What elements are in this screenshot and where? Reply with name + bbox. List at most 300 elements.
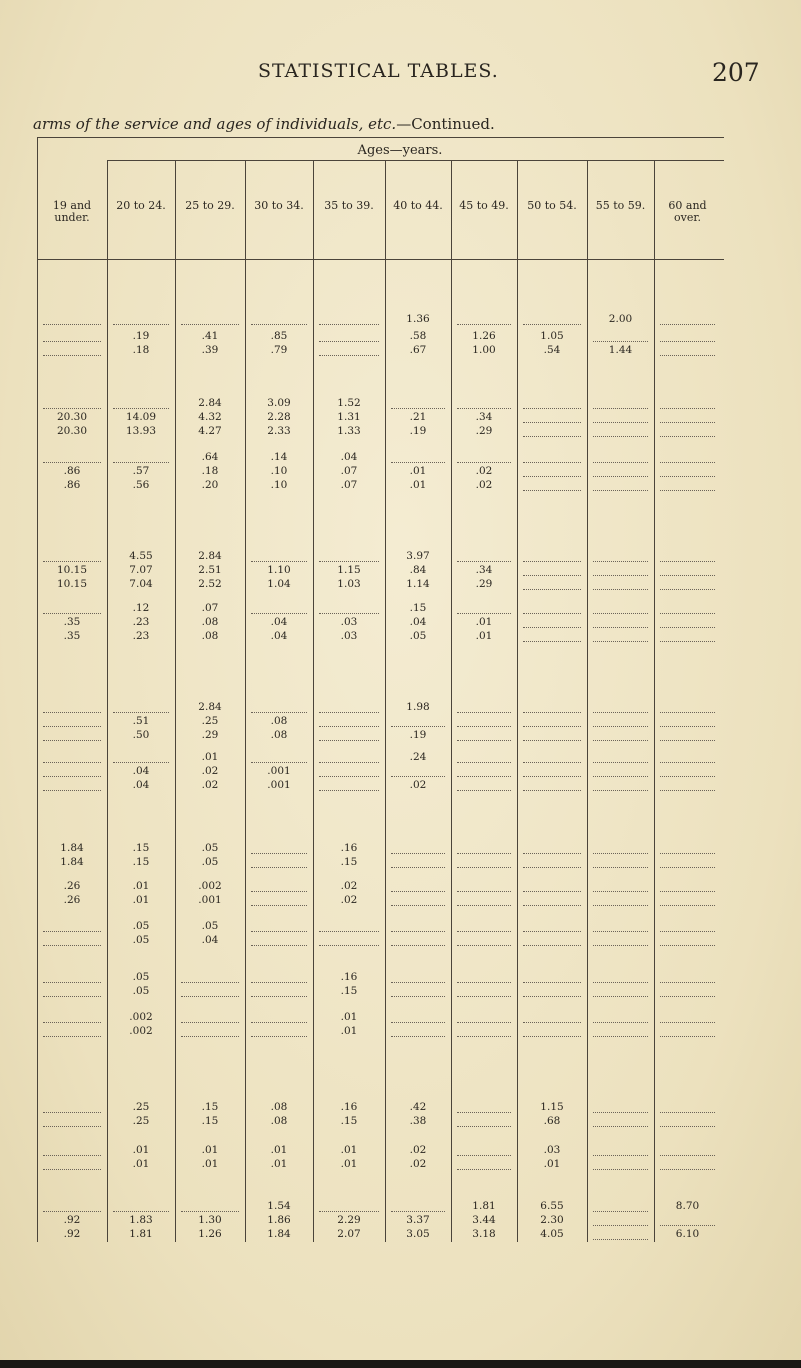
- table-cell: 2.51: [198, 564, 222, 576]
- leader-dots: [660, 1022, 715, 1024]
- leader-dots: [251, 613, 307, 615]
- leader-dots: [593, 945, 648, 947]
- leader-dots: [319, 762, 379, 764]
- leader-dots: [593, 905, 648, 907]
- table-cell: .03: [340, 630, 358, 642]
- table-cell: .39: [201, 344, 219, 356]
- leader-dots: [43, 1169, 101, 1171]
- table-cell: .34: [475, 564, 493, 576]
- leader-dots: [593, 762, 648, 764]
- leader-dots: [391, 853, 445, 855]
- leader-dots: [523, 853, 581, 855]
- table-cell: .05: [409, 630, 427, 642]
- table-cell: 10.15: [56, 578, 88, 590]
- table-cell: 1.15: [540, 1101, 564, 1113]
- leader-dots: [660, 712, 715, 714]
- caption-continued: —Continued.: [396, 115, 495, 133]
- column-header: 60 and over.: [668, 199, 707, 224]
- table-cell: .15: [340, 856, 358, 868]
- leader-dots: [457, 931, 511, 933]
- table-cell: .07: [340, 479, 358, 491]
- leader-dots: [593, 1126, 648, 1128]
- table-cell: .84: [409, 564, 427, 576]
- leader-dots: [523, 712, 581, 714]
- header-bottom-rule: [37, 259, 724, 260]
- leader-dots: [251, 561, 307, 563]
- leader-dots: [391, 996, 445, 998]
- leader-dots: [593, 1036, 648, 1038]
- leader-dots: [593, 982, 648, 984]
- leader-dots: [660, 324, 715, 326]
- table-cell: .20: [201, 479, 219, 491]
- table-cell: .35: [63, 616, 81, 628]
- leader-dots: [181, 1036, 239, 1038]
- table-cell: .01: [409, 465, 427, 477]
- leader-dots: [457, 1155, 511, 1157]
- table-cell: .08: [270, 1115, 288, 1127]
- column-header: 45 to 49.: [459, 199, 509, 212]
- table-cell: 2.84: [198, 701, 222, 713]
- table-cell: .02: [409, 779, 427, 791]
- table-cell: 1.10: [267, 564, 291, 576]
- leader-dots: [251, 1022, 307, 1024]
- leader-dots: [391, 726, 445, 728]
- leader-dots: [113, 462, 169, 464]
- column-header: 35 to 39.: [324, 199, 374, 212]
- leader-dots: [457, 712, 511, 714]
- table-cell: .04: [409, 616, 427, 628]
- table-cell: .15: [132, 856, 150, 868]
- table-cell: .19: [409, 425, 427, 437]
- table-cell: 2.30: [540, 1214, 564, 1226]
- leader-dots: [660, 762, 715, 764]
- leader-dots: [43, 945, 101, 947]
- table-cell: .86: [63, 479, 81, 491]
- leader-dots: [660, 341, 715, 343]
- table-cell: .01: [543, 1158, 561, 1170]
- table-cell: .04: [270, 630, 288, 642]
- leader-dots: [523, 726, 581, 728]
- leader-dots: [251, 324, 307, 326]
- table-cell: .15: [340, 985, 358, 997]
- table-cell: .05: [132, 920, 150, 932]
- leader-dots: [593, 740, 648, 742]
- table-cell: 2.07: [337, 1228, 361, 1240]
- leader-dots: [593, 476, 648, 478]
- leader-dots: [523, 641, 581, 643]
- leader-dots: [523, 436, 581, 438]
- table-cell: .41: [201, 330, 219, 342]
- table-cell: 7.07: [129, 564, 153, 576]
- table-cell: .01: [340, 1144, 358, 1156]
- table-cell: .02: [475, 479, 493, 491]
- table-cell: .51: [132, 715, 150, 727]
- table-cell: .05: [132, 971, 150, 983]
- leader-dots: [457, 561, 511, 563]
- table-cell: .04: [132, 779, 150, 791]
- table-cell: 1.03: [337, 578, 361, 590]
- leader-dots: [319, 712, 379, 714]
- leader-dots: [251, 982, 307, 984]
- leader-dots: [391, 1211, 445, 1213]
- leader-dots: [181, 324, 239, 326]
- leader-dots: [660, 613, 715, 615]
- table-cell: 1.84: [267, 1228, 291, 1240]
- table-cell: .50: [132, 729, 150, 741]
- table-cell: .16: [340, 971, 358, 983]
- leader-dots: [660, 790, 715, 792]
- table-cell: 2.29: [337, 1214, 361, 1226]
- table-cell: 1.00: [472, 344, 496, 356]
- leader-dots: [391, 776, 445, 778]
- table-cell: .18: [201, 465, 219, 477]
- leader-dots: [113, 324, 169, 326]
- leader-dots: [593, 422, 648, 424]
- leader-dots: [660, 1112, 715, 1114]
- table-cell: .79: [270, 344, 288, 356]
- leader-dots: [523, 945, 581, 947]
- table-cell: 1.31: [337, 411, 361, 423]
- leader-dots: [181, 1022, 239, 1024]
- leader-dots: [43, 1155, 101, 1157]
- leader-dots: [523, 982, 581, 984]
- leader-dots: [593, 891, 648, 893]
- table-cell: 1.54: [267, 1200, 291, 1212]
- leader-dots: [457, 740, 511, 742]
- table-cell: 2.00: [608, 313, 633, 325]
- table-cell: .15: [409, 602, 427, 614]
- column-header: 30 to 34.: [254, 199, 304, 212]
- leader-dots: [660, 1036, 715, 1038]
- table-cell: .02: [475, 465, 493, 477]
- leader-dots: [457, 891, 511, 893]
- leader-dots: [593, 561, 648, 563]
- table-cell: .86: [63, 465, 81, 477]
- leader-dots: [43, 1036, 101, 1038]
- leader-dots: [391, 867, 445, 869]
- leader-dots: [593, 1169, 648, 1171]
- table-cell: 1.36: [406, 313, 430, 325]
- leader-dots: [660, 945, 715, 947]
- leader-dots: [523, 324, 581, 326]
- leader-dots: [523, 1022, 581, 1024]
- leader-dots: [181, 1211, 239, 1213]
- leader-dots: [660, 641, 715, 643]
- table-cell: .03: [340, 616, 358, 628]
- table-cell: .10: [270, 479, 288, 491]
- table-cell: .29: [475, 425, 493, 437]
- leader-dots: [113, 408, 169, 410]
- leader-dots: [593, 408, 648, 410]
- leader-dots: [523, 422, 581, 424]
- table-cell: .05: [201, 856, 219, 868]
- leader-dots: [43, 1211, 101, 1213]
- leader-dots: [319, 613, 379, 615]
- leader-dots: [457, 408, 511, 410]
- leader-dots: [391, 408, 445, 410]
- leader-dots: [391, 891, 445, 893]
- leader-dots: [391, 931, 445, 933]
- leader-dots: [251, 905, 307, 907]
- table-cell: .57: [132, 465, 150, 477]
- leader-dots: [457, 1112, 511, 1114]
- table-cell: 3.37: [406, 1214, 430, 1226]
- leader-dots: [43, 996, 101, 998]
- table-cell: .02: [409, 1144, 427, 1156]
- table-cell: .54: [543, 344, 561, 356]
- leader-dots: [593, 575, 648, 577]
- leader-dots: [523, 613, 581, 615]
- table-cell: 10.15: [56, 564, 88, 576]
- leader-dots: [251, 945, 307, 947]
- leader-dots: [43, 762, 101, 764]
- column-rule: [654, 160, 655, 1242]
- leader-dots: [43, 1126, 101, 1128]
- leader-dots: [660, 982, 715, 984]
- table-cell: .29: [475, 578, 493, 590]
- table-cell: .08: [201, 630, 219, 642]
- leader-dots: [251, 996, 307, 998]
- leader-dots: [660, 561, 715, 563]
- leader-dots: [593, 641, 648, 643]
- leader-dots: [660, 355, 715, 357]
- table-cell: .01: [340, 1158, 358, 1170]
- leader-dots: [660, 891, 715, 893]
- leader-dots: [319, 561, 379, 563]
- leader-dots: [660, 575, 715, 577]
- column-header: 50 to 54.: [527, 199, 577, 212]
- leader-dots: [391, 1022, 445, 1024]
- leader-dots: [457, 1036, 511, 1038]
- leader-dots: [43, 982, 101, 984]
- column-rule: [313, 160, 314, 1242]
- table-cell: 6.10: [675, 1228, 700, 1240]
- table-cell: .23: [132, 630, 150, 642]
- table-cell: .25: [132, 1101, 150, 1113]
- leader-dots: [391, 945, 445, 947]
- leader-dots: [660, 490, 715, 492]
- leader-dots: [391, 982, 445, 984]
- leader-dots: [181, 982, 239, 984]
- leader-dots: [593, 853, 648, 855]
- leader-dots: [457, 613, 511, 615]
- leader-dots: [457, 726, 511, 728]
- table-cell: .34: [475, 411, 493, 423]
- leader-dots: [523, 996, 581, 998]
- leader-dots: [523, 561, 581, 563]
- leader-dots: [181, 996, 239, 998]
- table-cell: 2.33: [267, 425, 291, 437]
- table-cell: .01: [132, 894, 150, 906]
- table-cell: 1.83: [129, 1214, 153, 1226]
- table-cell: 2.52: [198, 578, 222, 590]
- table-cell: 8.70: [675, 1200, 700, 1212]
- table-cell: 7.04: [129, 578, 153, 590]
- table-cell: 3.18: [472, 1228, 496, 1240]
- leader-dots: [660, 627, 715, 629]
- table-cell: 1.15: [337, 564, 361, 576]
- table-cell: .01: [475, 616, 493, 628]
- leader-dots: [593, 627, 648, 629]
- leader-dots: [43, 561, 101, 563]
- table-cell: .24: [409, 751, 427, 763]
- leader-dots: [660, 996, 715, 998]
- table-cell: .05: [132, 934, 150, 946]
- leader-dots: [593, 1211, 648, 1213]
- table-cell: .92: [63, 1228, 81, 1240]
- table-cell: 1.52: [337, 397, 361, 409]
- leader-dots: [319, 324, 379, 326]
- leader-dots: [43, 355, 101, 357]
- table-cell: .18: [132, 344, 150, 356]
- table-cell: 13.93: [125, 425, 157, 437]
- leader-dots: [457, 905, 511, 907]
- leader-dots: [251, 1036, 307, 1038]
- table-cell: 6.55: [540, 1200, 564, 1212]
- leader-dots: [593, 867, 648, 869]
- table-cell: .92: [63, 1214, 81, 1226]
- table-cell: .01: [132, 1158, 150, 1170]
- leader-dots: [319, 945, 379, 947]
- column-header: 40 to 44.: [393, 199, 443, 212]
- leader-dots: [523, 462, 581, 464]
- table-cell: .08: [201, 616, 219, 628]
- table-cell: 2.28: [267, 411, 291, 423]
- leader-dots: [43, 613, 101, 615]
- table-cell: .001: [198, 894, 222, 906]
- table-cell: 1.04: [267, 578, 291, 590]
- table-cell: 1.14: [406, 578, 430, 590]
- table-cell: .001: [267, 765, 291, 777]
- leader-dots: [523, 867, 581, 869]
- leader-dots: [251, 712, 307, 714]
- column-rule: [451, 160, 452, 1242]
- leader-dots: [251, 931, 307, 933]
- leader-dots: [660, 436, 715, 438]
- table-cell: 1.26: [472, 330, 496, 342]
- leader-dots: [391, 462, 445, 464]
- leader-dots: [523, 476, 581, 478]
- table-cell: .01: [201, 1158, 219, 1170]
- ages-underline: [107, 160, 724, 161]
- leader-dots: [660, 726, 715, 728]
- table-cell: .58: [409, 330, 427, 342]
- table-cell: .01: [201, 1144, 219, 1156]
- table-cell: 3.05: [406, 1228, 430, 1240]
- leader-dots: [319, 740, 379, 742]
- table-cell: 20.30: [56, 425, 88, 437]
- table-cell: .35: [63, 630, 81, 642]
- leader-dots: [593, 1112, 648, 1114]
- leader-dots: [251, 891, 307, 893]
- leader-dots: [319, 1211, 379, 1213]
- table-cell: .01: [270, 1158, 288, 1170]
- table-cell: .12: [132, 602, 150, 614]
- leader-dots: [457, 462, 511, 464]
- table-cell: .67: [409, 344, 427, 356]
- table-cell: .15: [340, 1115, 358, 1127]
- leader-dots: [593, 1239, 648, 1241]
- table-cell: .08: [270, 1101, 288, 1113]
- table-cell: .23: [132, 616, 150, 628]
- leader-dots: [457, 762, 511, 764]
- leader-dots: [660, 422, 715, 424]
- leader-dots: [660, 1225, 715, 1227]
- leader-dots: [523, 776, 581, 778]
- leader-dots: [457, 853, 511, 855]
- table-cell: .21: [409, 411, 427, 423]
- leader-dots: [319, 931, 379, 933]
- table-cell: .03: [543, 1144, 561, 1156]
- page-number: 207: [712, 58, 760, 87]
- table-cell: .56: [132, 479, 150, 491]
- leader-dots: [43, 341, 101, 343]
- leader-dots: [523, 589, 581, 591]
- table-cell: .64: [201, 451, 219, 463]
- column-rule: [175, 160, 176, 1242]
- leader-dots: [593, 790, 648, 792]
- table-cell: .02: [340, 894, 358, 906]
- table-cell: 20.30: [56, 411, 88, 423]
- table-cell: .19: [132, 330, 150, 342]
- leader-dots: [113, 1211, 169, 1213]
- table-cell: 1.98: [406, 701, 430, 713]
- table-cell: 3.09: [267, 397, 291, 409]
- leader-dots: [391, 905, 445, 907]
- leader-dots: [660, 1126, 715, 1128]
- leader-dots: [660, 589, 715, 591]
- table-cell: .01: [475, 630, 493, 642]
- leader-dots: [660, 476, 715, 478]
- leader-dots: [113, 712, 169, 714]
- leader-dots: [593, 712, 648, 714]
- leader-dots: [43, 408, 101, 410]
- leader-dots: [593, 1022, 648, 1024]
- leader-dots: [523, 762, 581, 764]
- table-cell: 3.97: [406, 550, 430, 562]
- table-cell: .002: [129, 1011, 153, 1023]
- leader-dots: [593, 776, 648, 778]
- leader-dots: [593, 1155, 648, 1157]
- table-cell: .15: [132, 842, 150, 854]
- leader-dots: [660, 776, 715, 778]
- scan-edge: [0, 1360, 801, 1368]
- leader-dots: [593, 436, 648, 438]
- table-cell: .16: [340, 842, 358, 854]
- table-cell: .002: [198, 880, 222, 892]
- ages-group-header: Ages—years.: [357, 143, 443, 158]
- table-cell: 1.84: [60, 856, 84, 868]
- leader-dots: [43, 776, 101, 778]
- table-cell: 1.05: [540, 330, 564, 342]
- leader-dots: [660, 853, 715, 855]
- leader-dots: [660, 1169, 715, 1171]
- column-header: 20 to 24.: [116, 199, 166, 212]
- table-cell: 4.05: [540, 1228, 564, 1240]
- table-cell: 1.26: [198, 1228, 222, 1240]
- table-cell: 4.55: [129, 550, 153, 562]
- table-cell: 4.27: [198, 425, 222, 437]
- leader-dots: [319, 776, 379, 778]
- leader-dots: [593, 462, 648, 464]
- leader-dots: [523, 575, 581, 577]
- table-cell: .01: [132, 880, 150, 892]
- table-cell: .19: [409, 729, 427, 741]
- leader-dots: [523, 905, 581, 907]
- leader-dots: [251, 867, 307, 869]
- column-rule: [517, 160, 518, 1242]
- table-cell: .02: [201, 765, 219, 777]
